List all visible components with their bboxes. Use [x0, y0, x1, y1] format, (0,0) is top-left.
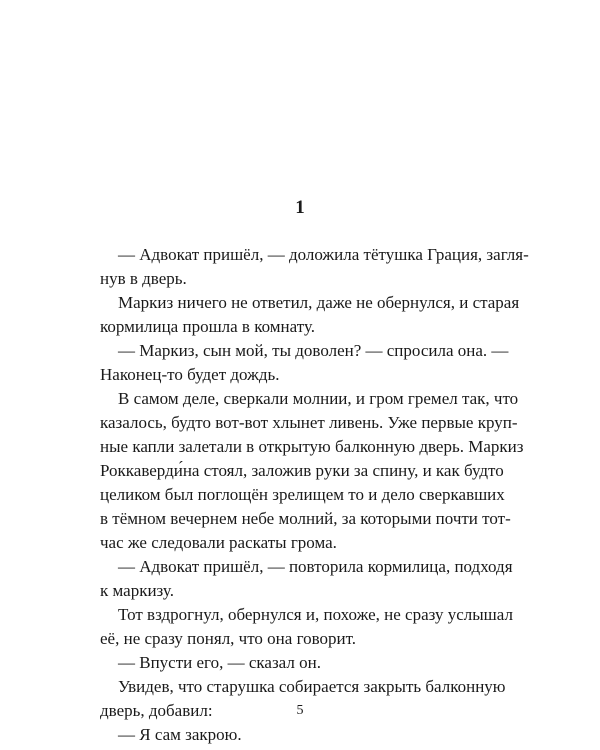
- text-line: час же следовали раскаты грома.: [100, 533, 337, 552]
- text-line: — Адвокат пришёл, — повторила кормилица, подходя: [118, 557, 513, 576]
- text-line: — Маркиз, сын мой, ты доволен? — спросила она. —: [118, 341, 509, 360]
- text-line: Тот вздрогнул, обернулся и, похоже, не сразу услышал: [118, 605, 513, 624]
- text-line: ные капли залетали в открытую балконную дверь. Маркиз: [100, 437, 524, 456]
- text-line: Увидев, что старушка собирается закрыть балконную: [118, 677, 506, 696]
- text-line: нув в дверь.: [100, 269, 187, 288]
- chapter-number: 1: [295, 197, 305, 218]
- text-line: её, не сразу понял, что она говорит.: [100, 629, 357, 648]
- text-line: казалось, будто вот-вот хлынет ливень. Уже первые круп-: [100, 413, 518, 432]
- text-line: В самом деле, сверкали молнии, и гром гремел так, что: [118, 389, 519, 408]
- page-number: 5: [296, 703, 304, 718]
- text-line: в тёмном вечернем небе молний, за которыми почти тот-: [100, 509, 511, 528]
- text-line: Роккаверди́на стоял, заложив руки за спину, и как будто: [100, 461, 504, 480]
- text-line: к маркизу.: [100, 581, 174, 600]
- text-line: — Я сам закрою.: [118, 725, 242, 744]
- text-line: — Впусти его, — сказал он.: [118, 653, 321, 672]
- text-line: целиком был поглощён зрелищем то и дело сверкавших: [100, 485, 505, 504]
- text-line: — Адвокат пришёл, — доложила тётушка Грация, загля-: [118, 245, 529, 264]
- text-line: кормилица прошла в комнату.: [100, 317, 315, 336]
- text-line: Маркиз ничего не ответил, даже не обернулся, и старая: [118, 293, 520, 312]
- text-line: дверь, добавил:: [100, 701, 213, 720]
- text-line: Наконец-то будет дождь.: [100, 365, 280, 384]
- chapter-text: [100, 243, 529, 747]
